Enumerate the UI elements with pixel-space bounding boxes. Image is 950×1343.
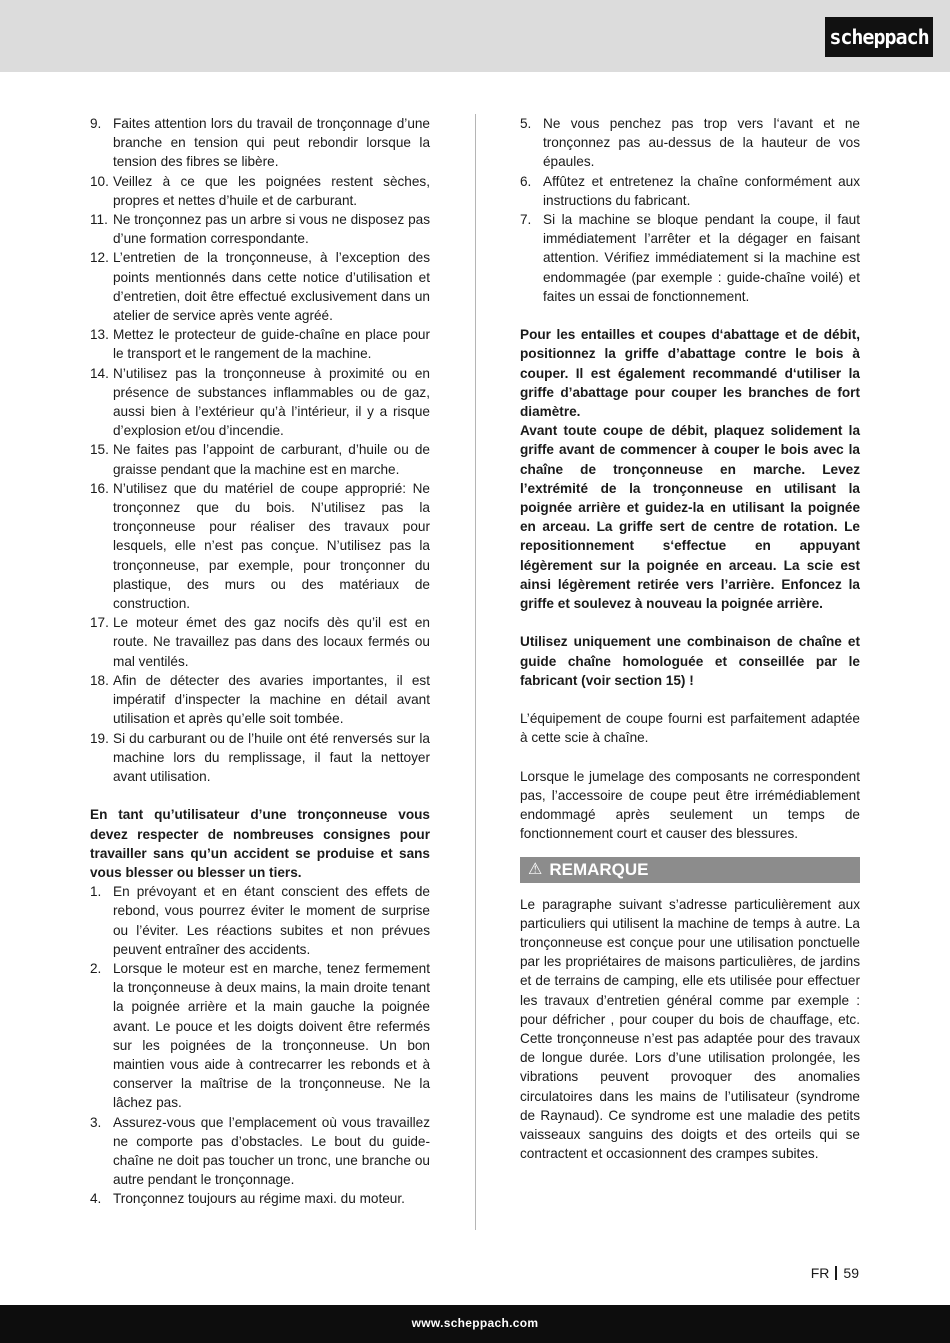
safety-list-b <box>90 882 430 1208</box>
list-item: 18. Afin de détecter des avaries importantes, il est impératif d’inspecter la machine en détail avant utilisation et après qu’elle soit tombée. <box>90 672 430 727</box>
paragraph-cutting-equipment: L’équipement de coupe fourni est parfaitement adaptée à cette scie à chaîne. <box>520 711 860 746</box>
page-number-separator <box>835 1266 837 1280</box>
warning-triangle-icon: ⚠ <box>528 861 543 879</box>
page-number: FR 59 <box>810 1265 859 1281</box>
paragraph-component-mismatch: Lorsque le jumelage des composants ne correspondent pas, l’accessoire de coupe peut être irrémédiablement endommagé après seulement un temps de fonctionnement court et causer des blessures. <box>520 768 860 842</box>
column-divider <box>475 114 476 1230</box>
left-column <box>90 114 430 1209</box>
list-item: 12. L’entretien de la tronçonneuse, à l’exception des points mentionnés dans cette notice d’utilisation et d’entretien, doit être effectué exclusivement dans un atelier de service après vente agréé. <box>90 250 430 324</box>
safety-list-c <box>520 114 860 306</box>
list-item: 2. Lorsque le moteur est en marche, tenez fermement la tronçonneuse à deux mains, la main droite tenant la poignée arrière et la main gauche la poignée avant. Le pouce et les doigts doivent être refermés sur les poignées de la tronçonneuse. Un bon maintien vous aide à contrecarrer les rebonds et à conserver la maîtrise de la tronçonneuse. Ne la lâchez pas. <box>90 960 430 1111</box>
list-item: 15. Ne faites pas l’appoint de carburant, d’huile ou de graisse pendant que la machine est en marche. <box>90 442 430 477</box>
list-item: 16. N’utilisez que du matériel de coupe approprié: Ne tronçonnez que du bois. N’utilisez pas la tronçonneuse pour réaliser des travaux pour lesquels, elle n’est pas conçue. N’utilisez pas la tronçonneuse, par exemple, pour tronçonner du plastique, des murs ou des matériaux de construction. <box>90 480 430 612</box>
footer-url: www.scheppach.com <box>411 1316 539 1330</box>
remarque-banner <box>520 857 860 883</box>
list-item: 10. Veillez à ce que les poignées restent sèches, propres et nettes d’huile et de carburant. <box>90 173 430 208</box>
list-item: 17. Le moteur émet des gaz nocifs dès qu’il est en route. Ne travaillez pas dans des locaux fermés ou mal ventilés. <box>90 615 430 669</box>
safety-list-a <box>90 114 430 786</box>
list-item: 6. Affûtez et entretenez la chaîne conformément aux instructions du fabricant. <box>520 173 860 208</box>
remarque-text: Le paragraphe suivant s’adresse particulièrement aux particuliers qui utilisent la machine de temps à autre. La tronçonneuse est conçue pour une utilisation ponctuelle par les propriétaires de maisons particulières, de jardins et de terrains de camping, elle ets utilisée pour effectuer les travaux d’entretien général comme par exemple : pour défricher , pour couper du bois de chauffage, etc. Cette tronçonneuse n’est pas adaptée pour des travaux de longue durée. Lors d’une utilisation prolongée, les vibrations peuvent provoquer des anomalies circulatoires dans les mains de l’utilisateur (syndrome de Raynaud). Ce syndrome est une maladie des petits vaisseaux sanguins des doigts et des orteils qui se contractent et occasionnent des crampes subites. <box>520 896 860 1162</box>
scheppach-logo: scheppach <box>825 17 933 57</box>
list-item: 4. Tronçonnez toujours au régime maxi. du moteur. <box>90 1191 405 1207</box>
list-item: 14. N’utilisez pas la tronçonneuse à proximité ou en présence de substances inflammables ou de gaz, aussi bien à l’extérieur qu’à l’intérieur, il y a risque d’explosion et/ou d’incendie. <box>90 365 430 439</box>
list-item: 9. Faites attention lors du travail de tronçonnage d’une branche en tension qui peut rebondir lorsque la tension des fibres se libère. <box>90 116 430 170</box>
list-item: 11. Ne tronçonnez pas un arbre si vous ne disposez pas d’une formation correspondante. <box>90 212 430 247</box>
list-item: 1. En prévoyant et en étant conscient des effets de rebond, vous pourrez éviter le moment de surprise ou l’éviter. Les réactions subites et non prévues peuvent entraîner des accidents. <box>90 884 430 957</box>
right-column <box>520 114 860 1164</box>
remarque-title: REMARQUE <box>549 860 649 880</box>
list-item: 7. Si la machine se bloque pendant la coupe, il faut immédiatement l’arrêter et la dégager en faisant attention. Vérifiez immédiatement si la machine est endommagée (par exemple : guide-chaîne voilé) et faites un essai de fonctionnement. <box>520 212 860 304</box>
list-item: 13. Mettez le protecteur de guide-chaîne en place pour le transport et le rangement de la machine. <box>90 327 430 362</box>
bold-paragraph-chain-combination: Utilisez uniquement une combinaison de chaîne et guide chaîne homologuée et conseillée par le fabricant (voir section 15) ! <box>520 634 860 688</box>
header-bar <box>0 0 950 72</box>
bold-paragraph-felling-dog: Pour les entailles et coupes d‘abattage et de débit, positionnez la griffe d’abattage contre le bois à couper. Il est également recommandé d‘utiliser la griffe d’abattage pour couper les branches de fort diamètre. <box>520 327 860 420</box>
list-item: 3. Assurez-vous que l’emplacement où vous travaillez ne comporte pas d’obstacles. Le bout du guide-chaîne ne doit pas toucher un tronc, une branche ou autre pendant le tronçonnage. <box>90 1114 430 1188</box>
bold-paragraph-bucking-cut: Avant toute coupe de débit, plaquez solidement la griffe avant de commencer à couper le bois avec la chaîne de tronçonneuse en marche. Levez l’extrémité de la tronçonneuse en utilisant la poignée arrière et guidez-la en utilisant la poignée en arceau. La griffe sert de centre de rotation. Le repositionnement s‘effectue en appuyant légèrement sur la poignée en arceau. La scie est ainsi légèrement retirée vers l’arrière. Enfoncez la griffe et soulevez à nouveau la poignée arrière. <box>520 423 860 612</box>
list-item: 19. Si du carburant ou de l’huile ont été renversés sur la machine lors du remplissage, il faut la nettoyer avant utilisation. <box>90 730 430 784</box>
list-item: 5. Ne vous penchez pas trop vers l‘avant et ne tronçonnez pas au-dessus de la hauteur de vos épaules. <box>520 116 860 170</box>
bold-intro-paragraph: En tant qu’utilisateur d’une tronçonneuse vous devez respecter de nombreuses consignes pour travailler sans qu’un accident se produise et sans vous blesser ou blesser un tiers. <box>90 807 430 880</box>
footer-bar <box>0 1305 950 1343</box>
